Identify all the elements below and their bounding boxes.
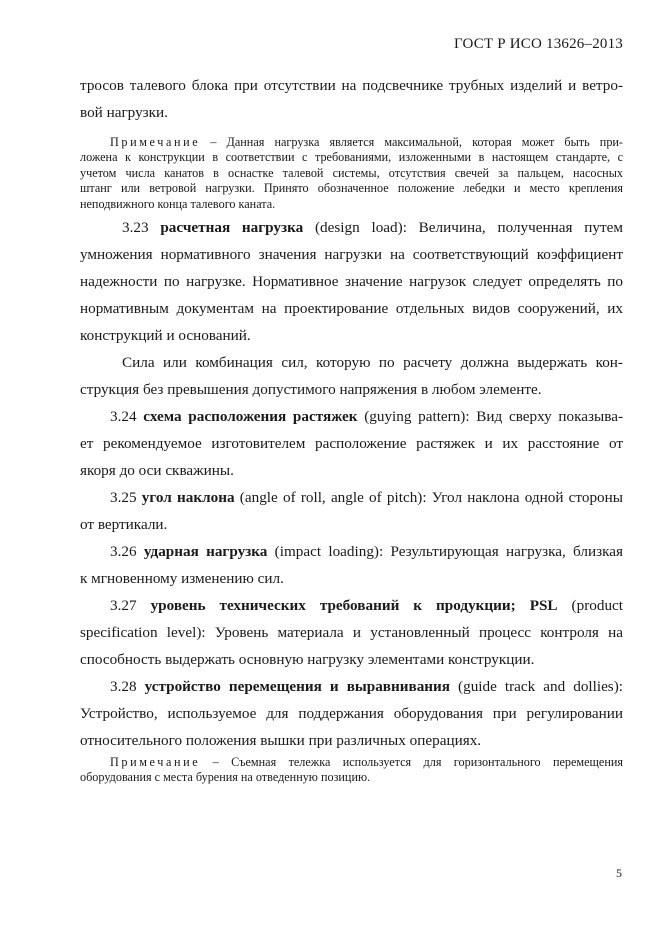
text-line: Устройство, используемое для поддержания оборудования при регулировании [80,705,623,722]
text-line: надежности по нагрузке. Нормативное значение нагрузок следует определять по [80,273,623,290]
text-line: к мгновенному изменению сил. [80,570,284,587]
note-line: учетом числа канатов в оснастке талевой системы, отсутствия свечей за пальцем, насосных [80,165,623,180]
text-line: конструкций и оснований. [80,327,251,344]
note-label: Примечание [110,135,201,149]
text-line: тросов талевого блока при отсутствии на подсвечнике трубных изделий и ветро- [80,77,623,94]
text-line: умножения нормативного значения нагрузки на соответствующий коэффициент [80,246,623,263]
definition-3-25 [80,484,623,538]
clause-number: 3.23 [122,219,149,236]
term: уровень технических требований к продукции; PSL [150,597,558,614]
definition-3-24 [80,403,623,484]
text-line: ет рекомендуемое изготовителем расположение растяжек и их расстояние от [80,435,623,452]
text-line: нормативным документам на проектирование отдельных видов сооружений, их [80,300,623,317]
term-rest: (product [557,597,623,614]
text-line: вой нагрузки. [80,104,168,121]
clause-number: 3.28 [110,678,137,695]
note-line: ложена к конструкции в соответствии с требованиями, изложенными в настоящем стандарте, с [80,150,623,165]
text-line: от вертикали. [80,516,168,533]
page-number: 5 [616,866,622,880]
term: схема расположения растяжек [143,408,358,425]
term: расчетная нагрузка [160,219,304,236]
definition-3-23-paragraph-2 [80,349,623,403]
definition-3-23 [80,214,623,349]
term-rest: (angle of roll, angle of pitch): Угол наклона одной стороны [234,489,623,506]
definition-heading-line [80,214,623,241]
note-text: – Съемная тележка используется для горизонтального перемещения [200,755,623,769]
note-block [80,755,623,786]
term-rest: (impact loading): Результирующая нагрузка, близкая [267,543,623,560]
clause-number: 3.25 [110,489,137,506]
term-rest: (design load): Величина, полученная путем [303,219,623,236]
definition-3-26 [80,538,623,592]
term: угол наклона [141,489,235,506]
definition-heading-line [80,592,623,619]
note-first-line [80,755,623,770]
page-header: ГОСТ Р ИСО 13626–2013 [454,36,623,52]
text-line: Сила или комбинация сил, которую по расчету должна выдержать кон- [122,354,623,371]
term: ударная нагрузка [143,543,268,560]
term-rest: (guide track and dollies): [450,678,623,695]
definition-heading-line [80,538,623,565]
definition-heading-line [80,403,623,430]
continued-paragraph [80,72,623,126]
note-line: оборудования с места бурения на отведенную позицию. [80,770,371,785]
definition-heading-line [80,484,623,511]
text-line: якоря до оси скважины. [80,462,234,479]
clause-number: 3.27 [110,597,137,614]
clause-number: 3.24 [110,408,137,425]
note-first-line [80,135,623,150]
note-label: Примечание [110,755,201,769]
text-line: specification level): Уровень материала и установленный процесс контроля на [80,624,623,641]
note-line: неподвижного конца талевого каната. [80,196,276,211]
text-line: способность выдержать основную нагрузку элементами конструкции. [80,651,535,668]
note-block [80,135,623,212]
note-text: – Данная нагрузка является максимальной, которая может быть при- [200,135,623,149]
definition-3-28 [80,673,623,754]
term: устройство перемещения и выравнивания [144,678,451,695]
definition-heading-line [80,673,623,700]
text-line: относительного положения вышки при различных операциях. [80,732,482,749]
text-line: струкция без превышения допустимого напряжения в любом элементе. [80,381,542,398]
clause-number: 3.26 [110,543,137,560]
term-rest: (guying pattern): Вид сверху показыва- [357,408,624,425]
note-line: штанг или ветровой нагрузки. Принято обозначенное положение лебедки и место крепления [80,181,623,196]
definition-3-27 [80,592,623,673]
